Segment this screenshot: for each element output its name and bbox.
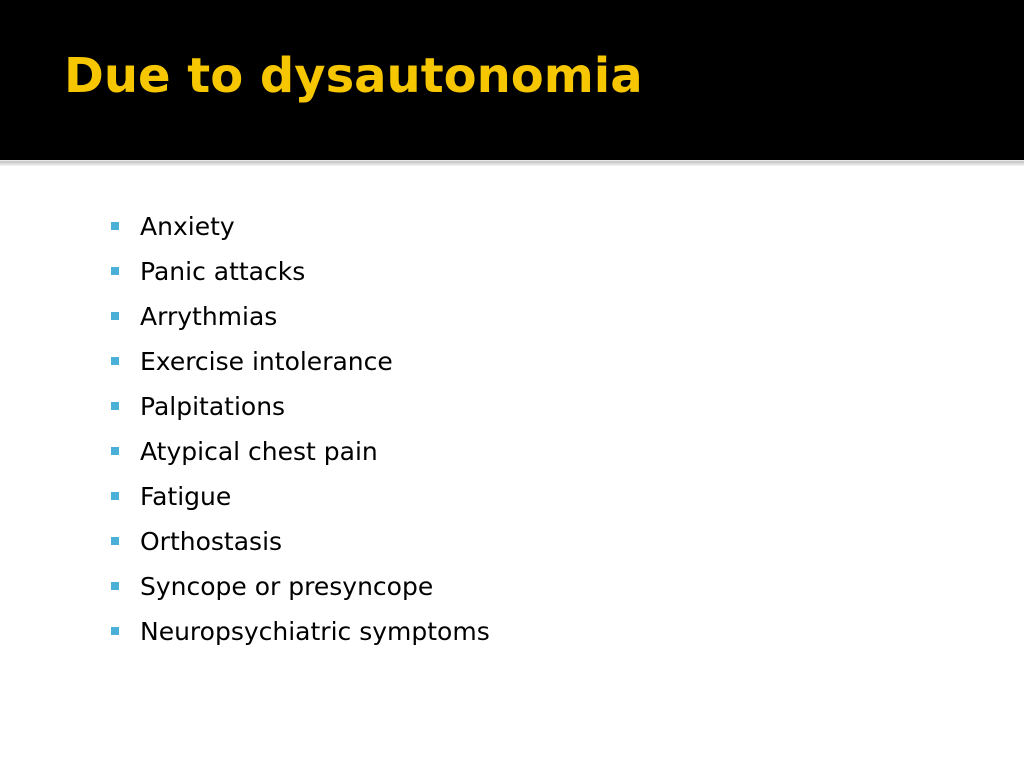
square-bullet-icon: [111, 447, 119, 455]
square-bullet-icon: [111, 537, 119, 545]
bullet-item: [108, 339, 490, 384]
bullet-text: Atypical chest pain: [140, 437, 378, 466]
bullet-text: Orthostasis: [140, 527, 283, 556]
bullet-list: [108, 204, 490, 654]
bullet-text: Neuropsychiatric symptoms: [140, 617, 490, 646]
square-bullet-icon: [111, 222, 119, 230]
square-bullet-icon: [111, 267, 119, 275]
square-bullet-icon: [111, 627, 119, 635]
bullet-text: Palpitations: [140, 392, 286, 421]
square-bullet-icon: [111, 402, 119, 410]
bullet-item: [108, 609, 490, 654]
bullet-item: [108, 294, 490, 339]
bullet-item: [108, 519, 490, 564]
square-bullet-icon: [111, 582, 119, 590]
bullet-text: Panic attacks: [140, 257, 306, 286]
bullet-item: [108, 249, 490, 294]
title-divider: [0, 160, 1024, 166]
square-bullet-icon: [111, 357, 119, 365]
slide-title: Due to dysautonomia: [64, 48, 643, 104]
square-bullet-icon: [111, 312, 119, 320]
bullet-text: Exercise intolerance: [140, 347, 393, 376]
bullet-item: [108, 204, 490, 249]
bullet-text: Anxiety: [140, 212, 235, 241]
bullet-item: [108, 384, 490, 429]
bullet-text: Arrythmias: [140, 302, 278, 331]
bullet-text: Fatigue: [140, 482, 232, 511]
bullet-item: [108, 474, 490, 519]
bullet-item: [108, 564, 490, 609]
bullet-item: [108, 429, 490, 474]
title-bar: [0, 0, 1024, 160]
square-bullet-icon: [111, 492, 119, 500]
bullet-text: Syncope or presyncope: [140, 572, 434, 601]
